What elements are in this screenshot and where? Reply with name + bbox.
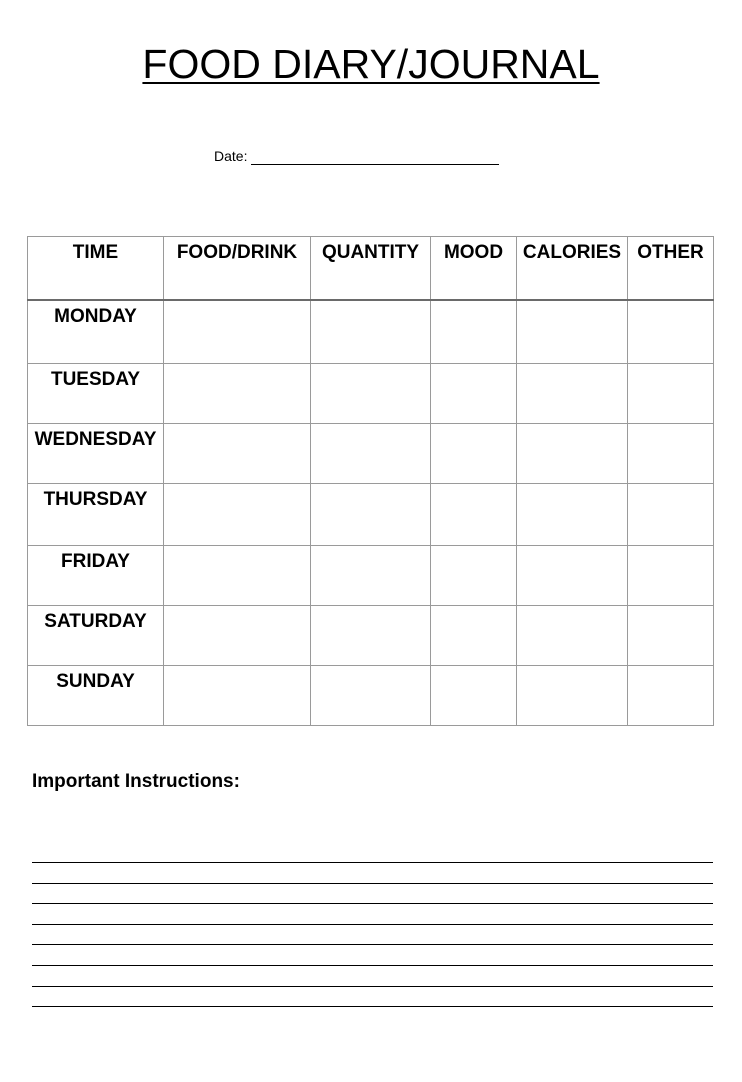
column-header-calories: CALORIES	[517, 237, 628, 300]
entry-cell-other[interactable]	[628, 484, 714, 546]
instruction-write-line[interactable]	[32, 862, 713, 863]
table-row	[28, 424, 714, 484]
entry-cell-other[interactable]	[628, 606, 714, 666]
column-header-quantity: QUANTITY	[311, 237, 431, 300]
entry-cell-calories[interactable]	[517, 300, 628, 364]
entry-cell-mood[interactable]	[431, 364, 517, 424]
table-row	[28, 300, 714, 364]
entry-cell-mood[interactable]	[431, 424, 517, 484]
table-header-row	[28, 237, 714, 300]
entry-cell-mood[interactable]	[431, 606, 517, 666]
day-label: THURSDAY	[28, 484, 164, 546]
entry-cell-quantity[interactable]	[311, 484, 431, 546]
entry-cell-food-drink[interactable]	[164, 424, 311, 484]
entry-cell-food-drink[interactable]	[164, 364, 311, 424]
table-row	[28, 484, 714, 546]
entry-cell-calories[interactable]	[517, 606, 628, 666]
day-label: TUESDAY	[28, 364, 164, 424]
entry-cell-calories[interactable]	[517, 364, 628, 424]
date-label: Date:	[214, 148, 248, 164]
day-label: WEDNESDAY	[28, 424, 164, 484]
food-diary-table	[27, 236, 714, 726]
entry-cell-calories[interactable]	[517, 666, 628, 726]
entry-cell-food-drink[interactable]	[164, 666, 311, 726]
entry-cell-other[interactable]	[628, 546, 714, 606]
day-label: MONDAY	[28, 300, 164, 364]
day-label: SATURDAY	[28, 606, 164, 666]
column-header-mood: MOOD	[431, 237, 517, 300]
entry-cell-quantity[interactable]	[311, 606, 431, 666]
entry-cell-quantity[interactable]	[311, 300, 431, 364]
entry-cell-mood[interactable]	[431, 666, 517, 726]
instruction-write-line[interactable]	[32, 883, 713, 884]
instruction-write-line[interactable]	[32, 903, 713, 904]
table-row	[28, 666, 714, 726]
instruction-write-line[interactable]	[32, 965, 713, 966]
entry-cell-mood[interactable]	[431, 546, 517, 606]
table-row	[28, 606, 714, 666]
entry-cell-calories[interactable]	[517, 546, 628, 606]
instruction-write-line[interactable]	[32, 986, 713, 987]
instruction-write-line[interactable]	[32, 1006, 713, 1007]
instruction-write-line[interactable]	[32, 924, 713, 925]
column-header-time: TIME	[28, 237, 164, 300]
entry-cell-mood[interactable]	[431, 300, 517, 364]
entry-cell-food-drink[interactable]	[164, 300, 311, 364]
entry-cell-calories[interactable]	[517, 484, 628, 546]
entry-cell-other[interactable]	[628, 424, 714, 484]
entry-cell-quantity[interactable]	[311, 666, 431, 726]
day-label: FRIDAY	[28, 546, 164, 606]
date-field	[214, 147, 499, 165]
date-input-line[interactable]	[251, 149, 499, 165]
column-header-food-drink: FOOD/DRINK	[164, 237, 311, 300]
day-label: SUNDAY	[28, 666, 164, 726]
entry-cell-food-drink[interactable]	[164, 484, 311, 546]
column-header-other: OTHER	[628, 237, 714, 300]
entry-cell-other[interactable]	[628, 300, 714, 364]
entry-cell-other[interactable]	[628, 666, 714, 726]
entry-cell-quantity[interactable]	[311, 546, 431, 606]
entry-cell-quantity[interactable]	[311, 364, 431, 424]
entry-cell-quantity[interactable]	[311, 424, 431, 484]
entry-cell-food-drink[interactable]	[164, 546, 311, 606]
table-row	[28, 546, 714, 606]
title-text: FOOD DIARY/JOURNAL	[142, 41, 600, 87]
entry-cell-food-drink[interactable]	[164, 606, 311, 666]
page-title	[0, 38, 742, 90]
entry-cell-other[interactable]	[628, 364, 714, 424]
entry-cell-calories[interactable]	[517, 424, 628, 484]
entry-cell-mood[interactable]	[431, 484, 517, 546]
instruction-write-line[interactable]	[32, 944, 713, 945]
table-row	[28, 364, 714, 424]
instructions-heading: Important Instructions:	[32, 771, 240, 792]
